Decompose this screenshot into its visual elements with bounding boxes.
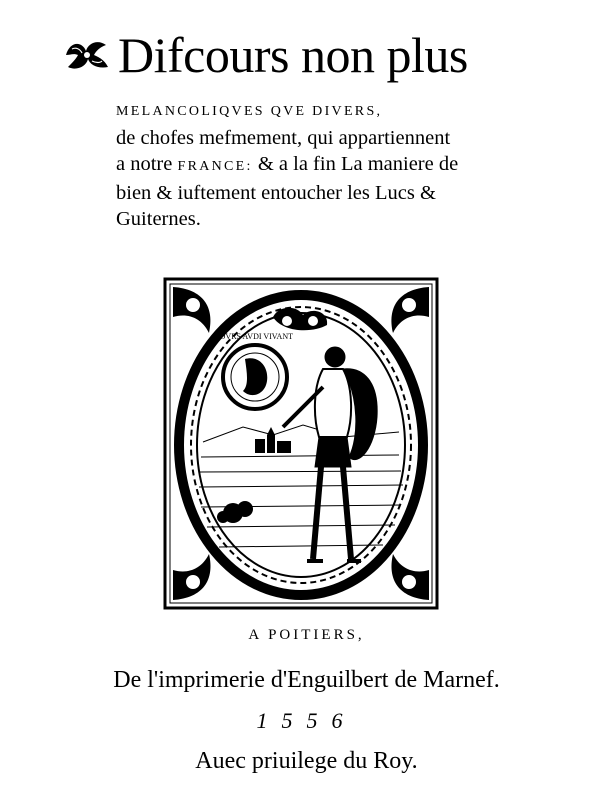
corner-foliage-top-right [392,287,430,333]
subtitle-line-3-pre: a notre [116,153,173,175]
woodcut-illustration [163,277,439,610]
fleuron-icon [62,35,112,75]
title-row [62,22,582,88]
corner-foliage-bottom-right [392,554,430,600]
subtitle-smallcaps-france: FRANCE: [177,159,253,174]
book-title: Difcours non plus [118,27,468,83]
imprint-city: A POITIERS, [248,627,365,643]
subtitle-line-3-post: & a la fin La maniere de [257,153,459,175]
medallion-inscription: IOVRS AVDI VIVANT [216,332,294,341]
subtitle [116,96,546,232]
subtitle-line-2: de chofes mefmement, qui appartiennent [116,127,451,149]
subtitle-line-4: bien & iuftement entoucher les Lucs & [116,182,436,204]
subtitle-smallcaps-1: MELANCOLIQVES QVE DIVERS, [116,104,383,119]
subtitle-line-1 [116,96,546,125]
corner-foliage-bottom-left [173,554,211,600]
imprint-printer: De l'imprimerie d'Enguilbert de Marnef. [113,667,500,693]
imprint-year: 1556 [256,708,357,733]
subtitle-line-5: Guiternes. [116,208,201,230]
subtitle-line-3 [116,151,546,180]
corner-foliage-top-left [173,287,211,333]
imprint-privilege: Auec priuilege du Roy. [195,748,418,774]
